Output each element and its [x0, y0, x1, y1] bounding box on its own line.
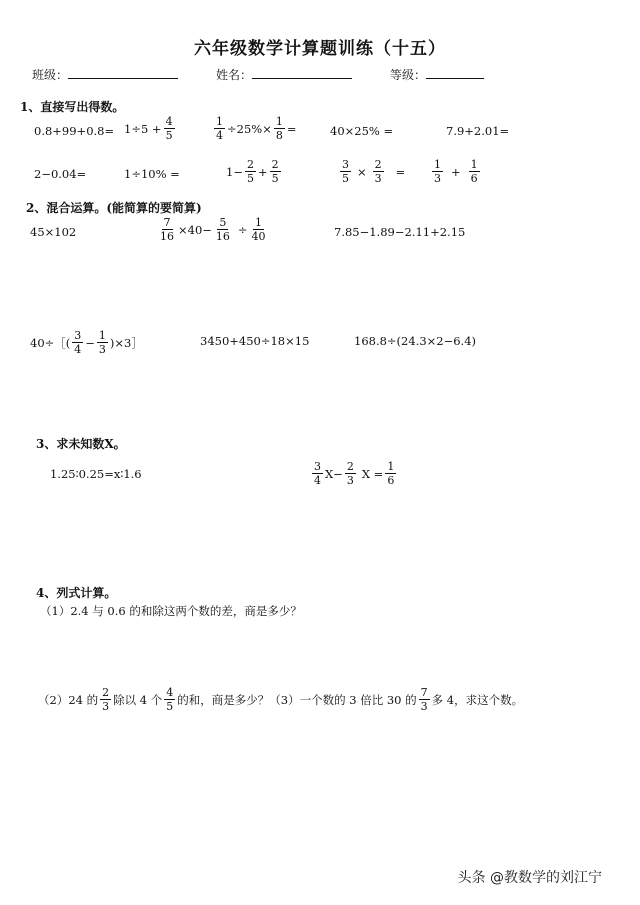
section-3-heading: 3、求未知数X。 — [36, 437, 126, 451]
grade-blank — [426, 66, 484, 79]
s1-r2c2: 1÷10% = — [124, 167, 180, 181]
watermark: 头条 @教数学的刘江宁 — [457, 870, 602, 886]
s1-r2c5: $\frac{1}{3}$ + $\frac{1}{6}$ — [434, 158, 478, 185]
s1-r1c5: 7.9+2.01= — [446, 124, 510, 138]
fraction: $\frac{1}{40}$ — [251, 216, 266, 243]
class-label: 班级： — [32, 68, 69, 82]
grade-label: 等级： — [390, 68, 427, 82]
fraction: $\frac{4}{5}$ — [165, 115, 173, 142]
fraction: $\frac{5}{16}$ — [215, 216, 230, 243]
fraction: $\frac{7}{3}$ — [420, 686, 428, 713]
fraction: $\frac{1}{8}$ — [275, 115, 283, 142]
fraction: $\frac{1}{3}$ — [98, 329, 106, 356]
s2-e1: 45×102 — [30, 225, 77, 239]
fraction: $\frac{1}{6}$ — [470, 158, 478, 185]
s1-r2c3: 1− $\frac{2}{5}$ + $\frac{2}{5}$ — [226, 158, 279, 185]
s1-r1c2: 1÷5 + $\frac{4}{5}$ — [124, 115, 173, 142]
fraction: $\frac{3}{4}$ — [74, 329, 82, 356]
class-blank — [68, 66, 178, 79]
s4-q2: （2）24 的 $\frac{2}{3}$ 除以 4 个 $\frac{4}{5}$ 的和，商是多少？（3）一个数的 3 倍比 30 的 $\frac{7}{3}$ 多 4，求这个数。 — [38, 686, 524, 713]
section-4-heading: 4、列式计算。 — [36, 586, 117, 600]
s1-r2c4: $\frac{3}{5}$ × $\frac{2}{3}$ = — [342, 158, 406, 185]
s3-e2: $\frac{3}{4}$ X− $\frac{2}{3}$ X = $\frac{1}{6}$ — [314, 460, 395, 487]
s2-e5: 3450+450÷18×15 — [200, 334, 310, 348]
fraction: $\frac{3}{4}$ — [314, 460, 321, 487]
grade-field — [390, 66, 484, 83]
fraction: $\frac{4}{5}$ — [166, 686, 174, 713]
fraction: $\frac{2}{3}$ — [346, 460, 354, 487]
fraction: $\frac{7}{16}$ — [160, 216, 174, 243]
s1-r1c4: 40×25% = — [330, 124, 394, 138]
s4-q1: （1）2.4 与 0.6 的和除这两个数的差，商是多少？ — [40, 604, 302, 618]
fraction: $\frac{1}{4}$ — [216, 115, 223, 142]
fraction: $\frac{3}{5}$ — [342, 158, 349, 185]
s1-r1c3: $\frac{1}{4}$ ÷25%× $\frac{1}{8}$ = — [216, 115, 297, 142]
name-field — [216, 66, 352, 83]
s2-e3: 7.85−1.89−2.11+2.15 — [334, 225, 466, 239]
s3-e1: 1.25∶0.25=x∶1.6 — [50, 467, 142, 481]
fraction: $\frac{2}{3}$ — [374, 158, 382, 185]
s2-e2: $\frac{7}{16}$ ×40− $\frac{5}{16}$ ÷ $\frac{1}{40}$ — [160, 216, 266, 243]
fraction: $\frac{1}{6}$ — [387, 460, 395, 487]
name-label: 姓名： — [216, 68, 253, 82]
s2-e4: 40÷［( $\frac{3}{4}$ − $\frac{1}{3}$ )×3］ — [30, 329, 143, 356]
name-blank — [252, 66, 352, 79]
section-2-heading: 2、混合运算。(能简算的要简算) — [26, 201, 202, 215]
section-1-heading: 1、直接写出得数。 — [20, 100, 125, 114]
s1-r2c1: 2−0.04= — [34, 167, 87, 181]
page-title: 六年级数学计算题训练（十五） — [194, 39, 446, 59]
s1-r1c1: 0.8+99+0.8= — [34, 124, 115, 138]
fraction: $\frac{1}{3}$ — [434, 158, 441, 185]
s2-e6: 168.8÷(24.3×2−6.4) — [354, 334, 477, 348]
class-field — [32, 66, 178, 83]
fraction: $\frac{2}{3}$ — [102, 686, 110, 713]
fraction: $\frac{2}{5}$ — [246, 158, 254, 185]
fraction: $\frac{2}{5}$ — [271, 158, 279, 185]
